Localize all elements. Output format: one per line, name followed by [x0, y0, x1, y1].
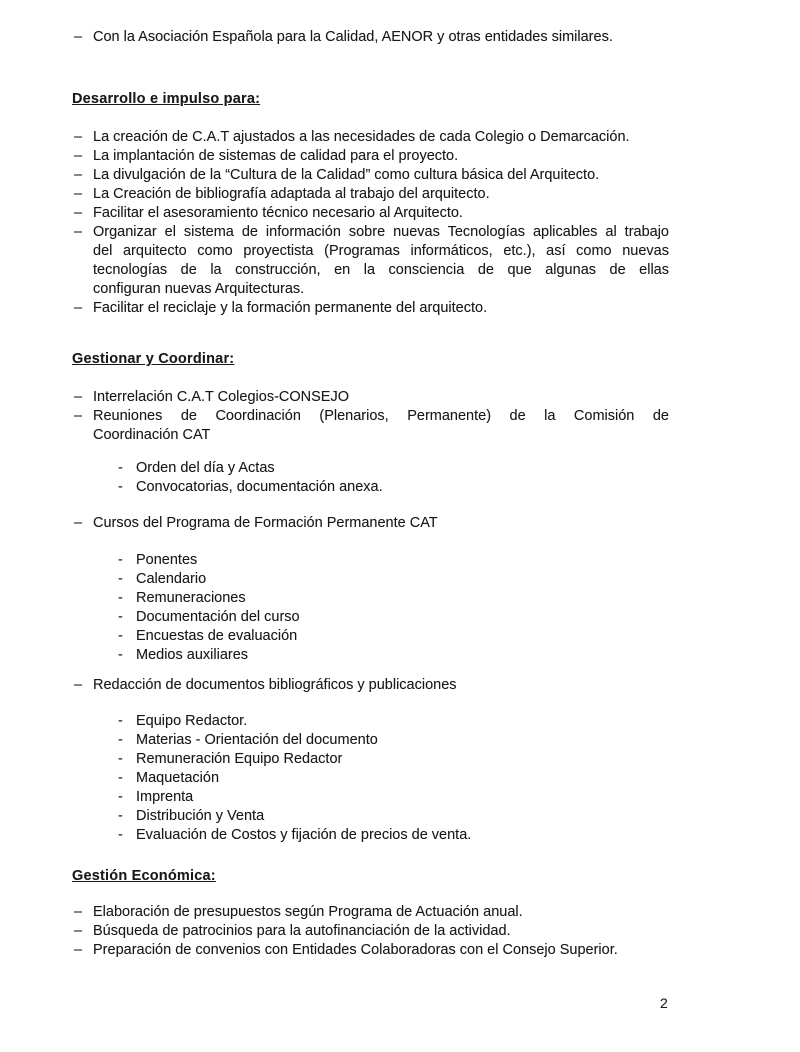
dash-marker: -	[118, 571, 123, 587]
dash-marker: –	[74, 300, 83, 316]
sub-bullet-text: Encuestas de evaluación	[136, 628, 298, 644]
bullet-list-gestion-economica	[0, 903, 800, 960]
bullet-item	[0, 514, 800, 533]
bullet-item	[0, 903, 800, 922]
bullet-text: Preparación de convenios con Entidades Colaboradoras con el Consejo Superior.	[93, 942, 618, 958]
sub-bullet-item	[0, 478, 800, 497]
dash-marker: -	[118, 552, 123, 568]
sub-bullet-text: Maquetación	[136, 770, 220, 786]
dash-marker: –	[74, 904, 83, 920]
dash-marker: -	[118, 460, 123, 476]
dash-marker: –	[74, 389, 83, 405]
sub-bullet-text: Imprenta	[136, 789, 194, 805]
sub-bullet-item	[0, 646, 800, 665]
sub-bullet-text: Equipo Redactor.	[136, 713, 248, 729]
bullet-text: Facilitar el asesoramiento técnico necesario al Arquitecto.	[93, 205, 463, 221]
sub-bullet-text: Orden del día y Actas	[136, 460, 275, 476]
sub-bullet-list-reuniones	[0, 459, 800, 497]
sub-bullet-text: Convocatorias, documentación anexa.	[136, 479, 383, 495]
bullet-item	[0, 299, 800, 318]
bullet-text: Búsqueda de patrocinios para la autofinanciación de la actividad.	[93, 923, 511, 939]
dash-marker: -	[118, 713, 123, 729]
sub-bullet-item	[0, 551, 800, 570]
sub-bullet-text: Distribución y Venta	[136, 808, 265, 824]
bullet-list-gestionar	[0, 388, 800, 445]
dash-marker: –	[74, 129, 83, 145]
dash-marker: –	[74, 923, 83, 939]
sub-bullet-list-cursos	[0, 551, 800, 665]
bullet-text: Interrelación C.A.T Colegios-CONSEJO	[93, 389, 349, 405]
sub-bullet-text: Materias - Orientación del documento	[136, 732, 378, 748]
sub-bullet-text: Evaluación de Costos y fijación de precios de venta.	[136, 827, 472, 843]
dash-marker: –	[74, 408, 83, 424]
bullet-item	[0, 407, 800, 445]
sub-bullet-item	[0, 570, 800, 589]
sub-bullet-text: Documentación del curso	[136, 609, 300, 625]
dash-marker: -	[118, 827, 123, 843]
justified-line: del arquitecto como proyectista (Programas informáticos, etc.), así como nuevas	[93, 243, 669, 259]
bullet-item	[0, 28, 800, 47]
section-heading-desarrollo: Desarrollo e impulso para:	[72, 91, 261, 107]
justified-line: configuran nuevas Arquitecturas.	[93, 281, 305, 297]
bullet-item	[0, 223, 800, 299]
sub-bullet-text: Ponentes	[136, 552, 198, 568]
section-heading-gestion-economica: Gestión Económica:	[72, 868, 216, 884]
dash-marker: -	[118, 751, 123, 767]
dash-marker: –	[74, 942, 83, 958]
bullet-text-justified	[93, 223, 669, 299]
dash-marker: –	[74, 224, 83, 240]
dash-marker: -	[118, 647, 123, 663]
sub-bullet-text: Remuneración Equipo Redactor	[136, 751, 343, 767]
dash-marker: –	[74, 677, 83, 693]
bullet-item	[0, 166, 800, 185]
bullet-text: La implantación de sistemas de calidad para el proyecto.	[93, 148, 459, 164]
bullet-text-justified	[93, 407, 669, 445]
justified-line: Organizar el sistema de información sobre nuevas Tecnologías aplicables al trabajo	[93, 224, 669, 240]
sub-bullet-list-redaccion	[0, 712, 800, 845]
sub-bullet-item	[0, 826, 800, 845]
dash-marker: -	[118, 789, 123, 805]
sub-bullet-item	[0, 459, 800, 478]
dash-marker: –	[74, 205, 83, 221]
bullet-text: Con la Asociación Española para la Calidad, AENOR y otras entidades similares.	[93, 29, 613, 45]
bullet-text: Redacción de documentos bibliográficos y publicaciones	[93, 677, 457, 693]
dash-marker: –	[74, 186, 83, 202]
bullet-text: Facilitar el reciclaje y la formación permanente del arquitecto.	[93, 300, 488, 316]
bullet-text: La divulgación de la “Cultura de la Calidad” como cultura básica del Arquitecto.	[93, 167, 600, 183]
bullet-list-desarrollo	[0, 128, 800, 318]
dash-marker: -	[118, 628, 123, 644]
sub-bullet-item	[0, 807, 800, 826]
dash-marker: -	[118, 732, 123, 748]
bullet-item	[0, 676, 800, 695]
sub-bullet-item	[0, 788, 800, 807]
dash-marker: –	[74, 515, 83, 531]
dash-marker: -	[118, 590, 123, 606]
sub-bullet-item	[0, 731, 800, 750]
bullet-item	[0, 922, 800, 941]
sub-bullet-item	[0, 608, 800, 627]
dash-marker: -	[118, 808, 123, 824]
sub-bullet-item	[0, 750, 800, 769]
dash-marker: –	[74, 167, 83, 183]
sub-bullet-item	[0, 712, 800, 731]
bullet-item	[0, 388, 800, 407]
sub-bullet-item	[0, 627, 800, 646]
bullet-text: La Creación de bibliografía adaptada al trabajo del arquitecto.	[93, 186, 490, 202]
justified-line: Reuniones de Coordinación (Plenarios, Permanente) de la Comisión de	[93, 408, 669, 424]
sub-bullet-item	[0, 769, 800, 788]
section-heading-gestionar: Gestionar y Coordinar:	[72, 351, 235, 367]
sub-bullet-text: Medios auxiliares	[136, 647, 249, 663]
bullet-item	[0, 204, 800, 223]
sub-bullet-text: Remuneraciones	[136, 590, 246, 606]
sub-bullet-text: Calendario	[136, 571, 207, 587]
justified-line: tecnologías de la construcción, en la consciencia de que algunas de ellas	[93, 262, 669, 278]
dash-marker: -	[118, 479, 123, 495]
dash-marker: -	[118, 770, 123, 786]
bullet-text: Elaboración de presupuestos según Programa de Actuación anual.	[93, 904, 523, 920]
bullet-item	[0, 941, 800, 960]
dash-marker: –	[74, 29, 83, 45]
bullet-item	[0, 128, 800, 147]
dash-marker: –	[74, 148, 83, 164]
sub-bullet-item	[0, 589, 800, 608]
bullet-text: La creación de C.A.T ajustados a las necesidades de cada Colegio o Demarcación.	[93, 129, 630, 145]
bullet-item	[0, 185, 800, 204]
bullet-item	[0, 147, 800, 166]
page-number: 2	[660, 995, 668, 1011]
bullet-text: Cursos del Programa de Formación Permanente CAT	[93, 515, 438, 531]
justified-line: Coordinación CAT	[93, 427, 211, 443]
dash-marker: -	[118, 609, 123, 625]
